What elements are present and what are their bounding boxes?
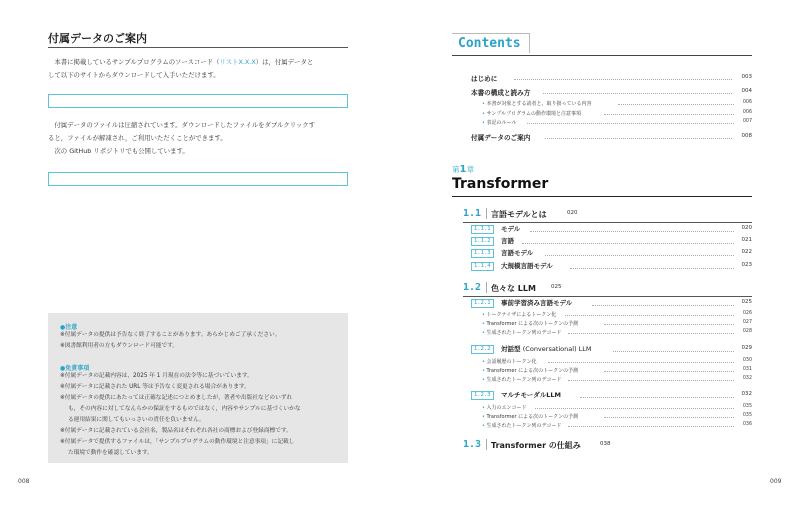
contents-title: Contents xyxy=(458,36,521,51)
toc-subentry-page: 030 xyxy=(742,358,752,363)
subsection-number: 1.2.1 xyxy=(471,299,494,308)
subsection-page: 022 xyxy=(741,249,752,255)
disclaimer-line: ※付属データで提供するファイルは，「サンプルプログラムの動作環境と注意事項」に記載し xyxy=(60,439,295,445)
intro-paragraph xyxy=(48,56,353,82)
leader-dots xyxy=(522,243,734,244)
disclaimer-line: ※付属データの提供にあたっては正確な記述につとめましたが，著者や出版社などのいずれ xyxy=(60,395,293,401)
chapter-label xyxy=(452,164,474,175)
subsection-page: 023 xyxy=(741,262,752,268)
toc-subentry-page: 026 xyxy=(742,311,752,316)
toc-subentry-label: Transformer による次のトークンの予測 xyxy=(486,321,579,327)
bullet-icon: • xyxy=(482,377,487,383)
chapter-label-pre: 第 xyxy=(452,165,460,174)
title-rule xyxy=(48,47,348,48)
toc-entry-page: 004 xyxy=(741,88,752,94)
leader-dots xyxy=(604,371,734,372)
leader-dots xyxy=(543,93,732,94)
leader-dots xyxy=(570,268,734,269)
notes-heading: ●注意 xyxy=(60,324,78,331)
toc-subentry-page: 035 xyxy=(742,413,752,418)
subsection-title: マルチモーダルLLM xyxy=(501,391,561,399)
section-title: 色々な LLM xyxy=(491,284,536,293)
section-divider xyxy=(486,208,487,219)
leader-dots xyxy=(618,104,734,105)
toc-subentry-label: Transformer による次のトークンの予測 xyxy=(486,414,579,420)
toc-subentry xyxy=(482,100,592,107)
leader-dots xyxy=(514,79,732,80)
disclaimer-line: た環境で動作を確認しています。 xyxy=(68,450,153,456)
toc-subentry-label: 表記のルール xyxy=(486,120,517,126)
disclaimer-line: ※付属データの記載内容は，2025 年 1 月現在の法令等に基づいています。 xyxy=(60,373,253,379)
subsection-number: 1.1.3 xyxy=(471,249,494,258)
bullet-icon: • xyxy=(482,330,487,336)
section-divider xyxy=(486,282,487,293)
extract-line1: 付属データのファイルは圧縮されています。ダウンロードしたファイルをダブルクリックす xyxy=(54,121,315,129)
bullet-icon: • xyxy=(482,423,487,429)
subsection-title: モデル xyxy=(501,225,521,233)
intro-text-b: ）は，付属データと xyxy=(255,58,314,66)
toc-subentry xyxy=(482,119,516,126)
toc-subentry xyxy=(482,367,578,374)
bullet-icon: • xyxy=(482,359,487,365)
toc-subentry-label: Transformer による次のトークンの予測 xyxy=(486,368,579,374)
toc-entry-label: 付属データのご案内 xyxy=(471,134,531,142)
leader-dots xyxy=(592,305,734,306)
bullet-icon: • xyxy=(482,405,487,411)
subsection-page: 021 xyxy=(741,237,752,243)
subsection-title-a: 対話型 xyxy=(501,345,521,353)
disclaimer-heading: ●免責事項 xyxy=(60,365,90,372)
page-number-right: 009 xyxy=(770,478,782,485)
toc-subentry-label: トークナイザによるトークン化 xyxy=(486,312,557,318)
leader-dots xyxy=(568,333,734,334)
toc-subentry xyxy=(482,422,561,429)
section-page: 038 xyxy=(600,441,611,447)
leader-dots xyxy=(545,255,734,256)
leader-dots xyxy=(565,315,734,316)
leader-dots xyxy=(535,408,734,409)
toc-subentry-page: 035 xyxy=(742,404,752,409)
section-title: Transformer の仕組み xyxy=(491,441,581,450)
toc-subentry xyxy=(482,329,561,336)
page-number-left: 008 xyxy=(18,478,30,485)
bullet-icon: • xyxy=(482,120,487,126)
github-line: 次の GitHub リポジトリでも公開しています。 xyxy=(54,147,189,155)
subsection-page: 025 xyxy=(741,299,752,305)
section-number: 1.2 xyxy=(463,282,482,293)
toc-subentry-label: 本書が対象とする読者と、取り扱っている内容 xyxy=(486,101,592,107)
toc-subentry xyxy=(482,358,537,365)
intro-text-a: 本書に掲載しているサンプルプログラムのソースコード（ xyxy=(54,58,220,66)
toc-entry-label: 本書の構成と読み方 xyxy=(471,89,531,97)
toc-entry-page: 008 xyxy=(741,133,752,139)
note-line: ※付属データの提供は予告なく終了することがあります。あらかじめご了承ください。 xyxy=(60,332,281,338)
chapter-label-post: 章 xyxy=(466,165,474,174)
toc-subentry-page: 027 xyxy=(742,320,752,325)
toc-subentry xyxy=(482,376,561,383)
subsection-number: 1.1.1 xyxy=(471,225,494,234)
toc-subentry-page: 006 xyxy=(742,110,752,115)
toc-subentry-page: 007 xyxy=(742,119,752,124)
subsection-title: 言語モデル xyxy=(501,249,534,257)
intro-text-line2: して以下のサイトからダウンロードして入手いただけます。 xyxy=(48,71,220,79)
leader-dots xyxy=(548,362,734,363)
section-title: 付属データのご案内 xyxy=(48,32,147,45)
toc-subentry-label: サンプルプログラムの動作環境と注意事項 xyxy=(486,111,582,117)
disclaimer-line: ※付属データに記載された URL 等は予告なく変更される場合があります。 xyxy=(60,384,250,390)
subsection-number: 1.1.2 xyxy=(471,237,494,246)
section-page: 020 xyxy=(567,210,578,216)
toc-subentry-label: 会話履歴のトークン化 xyxy=(486,359,537,365)
subsection-number: 1.2.3 xyxy=(471,391,494,400)
leader-dots xyxy=(545,138,732,139)
subsection-number: 1.2.2 xyxy=(471,345,494,354)
chapter-title: Transformer xyxy=(452,176,549,192)
bullet-icon: • xyxy=(482,312,487,318)
section-rule xyxy=(463,222,752,223)
leader-dots xyxy=(530,231,734,232)
chapter-number: 1 xyxy=(459,164,467,175)
section-divider xyxy=(486,439,487,450)
toc-subentry xyxy=(482,320,578,327)
disclaimer-line: る運用結果に関してもいっさいの責任を負いません。 xyxy=(68,417,205,423)
subsection-page: 020 xyxy=(741,225,752,231)
bullet-icon: • xyxy=(482,321,487,327)
subsection-number: 1.1.4 xyxy=(471,262,494,271)
subsection-title-b: (Conversational) LLM xyxy=(522,345,592,353)
download-url-box xyxy=(48,94,348,108)
github-url-box xyxy=(48,172,348,186)
toc-subentry-page: 028 xyxy=(742,329,752,334)
subsection-title: 事前学習済み言語モデル xyxy=(501,299,573,307)
subsection-page: 032 xyxy=(741,391,752,397)
toc-subentry-label: 生成されたトークン列のデコード xyxy=(486,377,562,383)
toc-subentry-page: 031 xyxy=(742,367,752,372)
section-number: 1.3 xyxy=(463,439,482,450)
disclaimer-line: ※付属データに記載されている会社名，製品名はそれぞれ各社の商標および登録商標です。 xyxy=(60,428,292,434)
toc-subentry-page: 036 xyxy=(742,422,752,427)
leader-dots xyxy=(580,397,734,398)
bullet-icon: • xyxy=(482,111,487,117)
toc-subentry xyxy=(482,413,578,420)
leader-dots xyxy=(613,351,734,352)
toc-entry-label: はじめに xyxy=(471,75,498,83)
bullet-icon: • xyxy=(482,368,487,374)
leader-dots xyxy=(604,417,734,418)
section-title: 言語モデルとは xyxy=(491,210,547,219)
bullet-icon: • xyxy=(482,414,487,420)
section-page: 025 xyxy=(551,284,562,290)
leader-dots xyxy=(604,114,734,115)
bullet-icon: • xyxy=(482,101,487,107)
toc-subentry-label: 入力のエンコード xyxy=(486,405,527,411)
toc-subentry xyxy=(482,311,556,318)
contents-rule xyxy=(452,55,752,56)
subsection-page: 029 xyxy=(741,345,752,351)
note-line: ※図書館利用者の方もダウンロード可能です。 xyxy=(60,343,179,349)
subsection-title: 言語 xyxy=(501,237,514,245)
section-number: 1.1 xyxy=(463,208,482,219)
leader-dots xyxy=(568,426,734,427)
toc-subentry-page: 006 xyxy=(742,100,752,105)
leader-dots xyxy=(568,380,734,381)
toc-subentry-page: 032 xyxy=(742,376,752,381)
chapter-rule xyxy=(452,196,752,197)
toc-entry-page: 003 xyxy=(741,74,752,80)
leader-dots xyxy=(527,123,734,124)
toc-subentry xyxy=(482,110,581,117)
leader-dots xyxy=(604,324,734,325)
toc-subentry xyxy=(482,404,527,411)
section-rule xyxy=(463,296,752,297)
extract-line2: ると，ファイルが解凍され，ご利用いただくことができます。 xyxy=(48,134,227,142)
toc-subentry-label: 生成されたトークン列のデコード xyxy=(486,423,562,429)
subsection-title xyxy=(501,344,592,353)
toc-subentry-label: 生成されたトークン列のデコード xyxy=(486,330,562,336)
notes-box xyxy=(48,313,348,463)
disclaimer-line: も，その内容に対してなんらかの保証をするものではなく，内容やサンプルに基づくいかな xyxy=(68,406,301,412)
listing-ref: リストX.X.X xyxy=(219,58,256,66)
subsection-title: 大規模言語モデル xyxy=(501,262,553,270)
extract-paragraph xyxy=(48,119,353,158)
